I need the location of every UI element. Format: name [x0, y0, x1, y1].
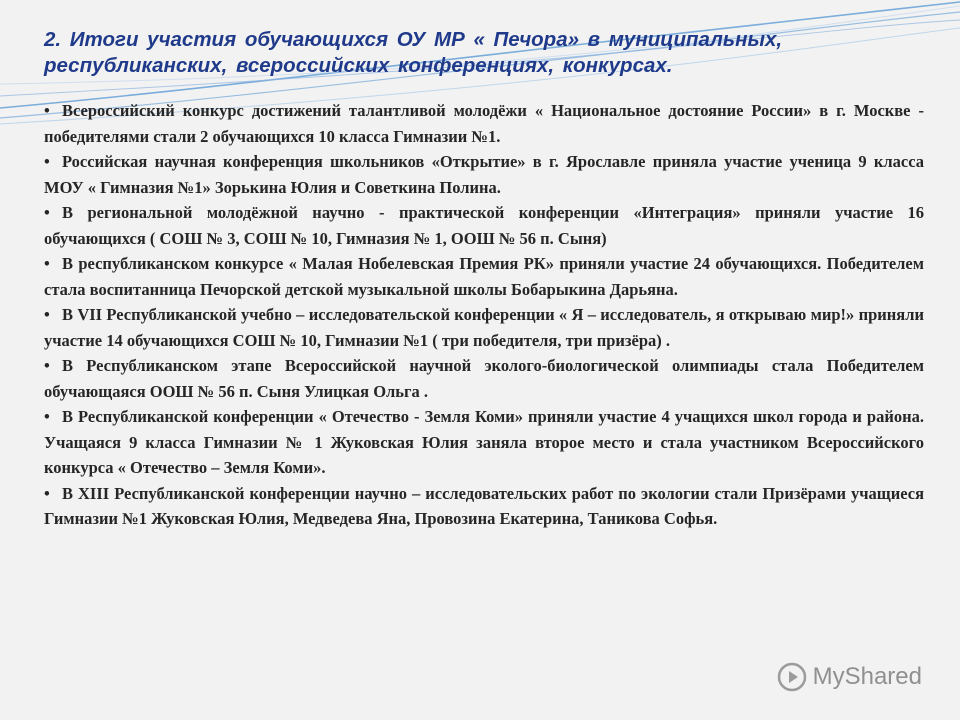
list-item [44, 149, 924, 200]
list-item-text: В XIII Республиканской конференции научно – исследовательских работ по экологии стали Призёрами учащиеся Гимназии №1 Жуковская Юлия, Медведева Яна, Провозина Екатерина, Таникова Софья. [44, 483, 924, 528]
list-item [44, 353, 924, 404]
slide-title: 2. Итоги участия обучающихся ОУ МР « Печора» в муниципальных, республиканских, всероссийских конференциях, конкурсах. [44, 28, 783, 77]
bullet-icon: • [44, 254, 50, 273]
list-item-text: В республиканском конкурсе « Малая Нобелевская Премия РК» приняли участие 24 обучающихся. Победителем стала воспитанница Печорской детской музыкальной школы Бобарыкина Дарьяна. [44, 254, 924, 299]
list-item [44, 302, 924, 353]
list-item [44, 251, 924, 302]
list-item [44, 404, 924, 481]
bullet-icon: • [44, 407, 50, 426]
bullet-icon: • [44, 203, 50, 222]
bullet-icon: • [44, 101, 50, 120]
list-item-text: В Республиканском этапе Всероссийской научной эколого-биологической олимпиады стала Победителем обучающаяся ООШ № 56 п. Сыня Улицкая Ольга . [44, 356, 924, 401]
list-item-text: В Республиканской конференции « Отечество - Земля Коми» приняли участие 4 учащихся школ города и района. Учащаяся 9 класса Гимназии № 1 Жуковская Юлия заняла второе место и стала участником Всероссийского конкурса « Отечество – Земля Коми». [44, 407, 924, 477]
results-list [44, 98, 924, 532]
bullet-icon: • [44, 305, 50, 324]
list-item [44, 98, 924, 149]
watermark [777, 662, 922, 692]
play-logo-icon [777, 662, 807, 692]
list-item [44, 200, 924, 251]
list-item-text: Всероссийский конкурс достижений талантливой молодёжи « Национальное достояние России» в г. Москве - победителями стали 2 обучающихся 10 класса Гимназии №1. [44, 101, 924, 146]
list-item-text: Российская научная конференция школьников «Открытие» в г. Ярославле приняла участие ученица 9 класса МОУ « Гимназия №1» Зорькина Юлия и Советкина Полина. [44, 152, 924, 197]
list-item-text: В региональной молодёжной научно - практической конференции «Интеграция» приняли участие 16 обучающихся ( СОШ № 3, СОШ № 10, Гимназия № 1, ООШ № 56 п. Сыня) [44, 203, 924, 248]
bullet-icon: • [44, 483, 50, 503]
bullet-icon: • [44, 356, 50, 375]
bullet-icon: • [44, 152, 50, 171]
list-item-text: В VII Республиканской учебно – исследовательской конференции « Я – исследователь, я открываю мир!» приняли участие 14 обучающихся СОШ № 10, Гимназии №1 ( три победителя, три призёра) . [44, 305, 924, 350]
watermark-text: MyShared [812, 663, 922, 690]
list-item [44, 481, 924, 532]
